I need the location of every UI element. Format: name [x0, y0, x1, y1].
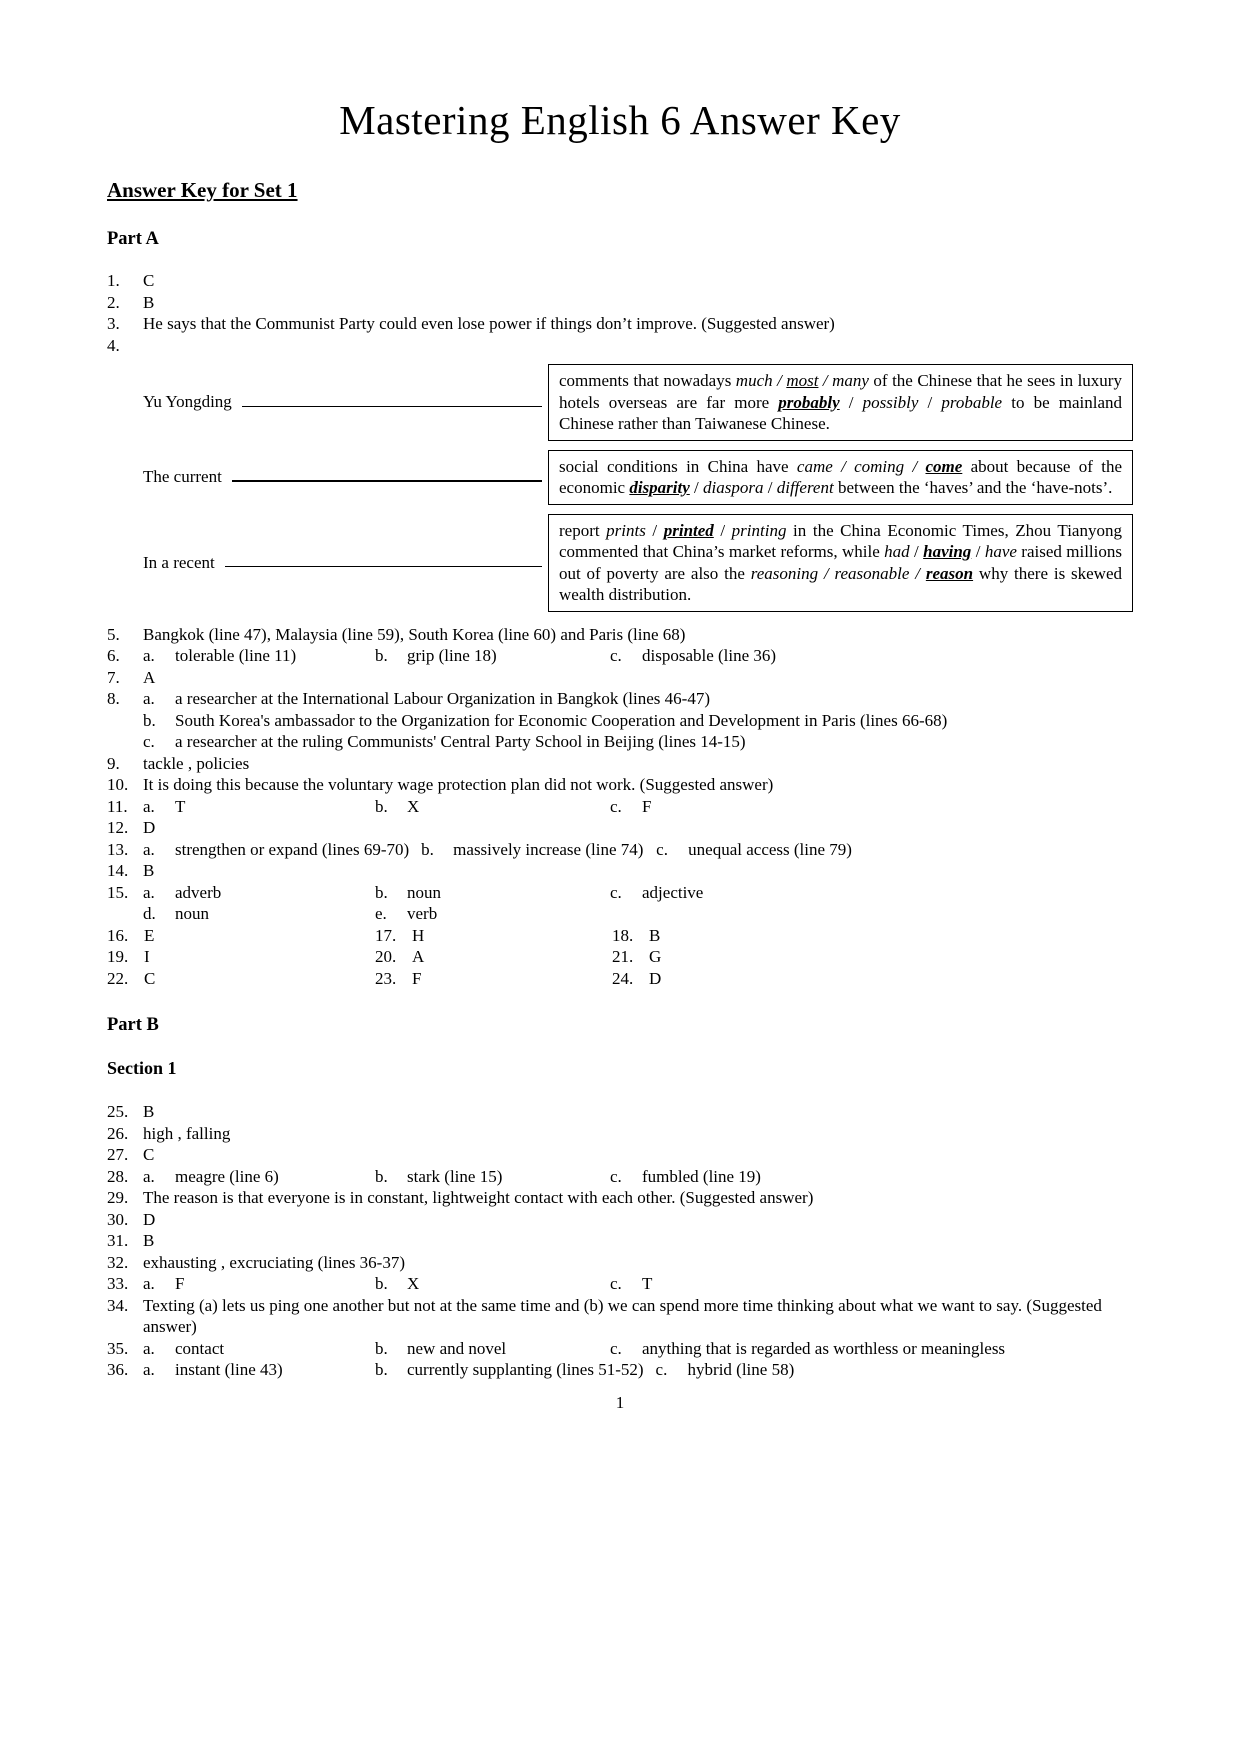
match-label: The current — [143, 467, 222, 486]
answer-cell — [612, 925, 1133, 947]
cell-text: disposable (line 36) — [642, 646, 777, 665]
answer-row — [107, 1144, 1133, 1166]
answer-cell — [143, 796, 375, 818]
match-connector-line — [242, 406, 542, 408]
answer-cell — [143, 710, 1133, 732]
answer-row — [107, 270, 1133, 292]
match-answer-box — [548, 450, 1133, 505]
cell-text: high , falling — [143, 1123, 231, 1143]
answer-row — [107, 774, 1133, 796]
answer-cell — [421, 839, 656, 861]
cell-key: c. — [610, 1274, 622, 1293]
answer-cell — [143, 1359, 375, 1381]
answer-cell — [143, 1230, 1133, 1252]
answer-cell — [656, 1359, 1133, 1381]
row-number: 13. — [107, 839, 129, 859]
answer-cell — [610, 645, 1133, 667]
answer-cell — [107, 946, 375, 968]
cell-text: a researcher at the International Labour Organization in Bangkok (lines 46-47) — [175, 689, 710, 708]
answer-cell — [375, 1273, 610, 1295]
row-number: 31. — [107, 1231, 129, 1250]
match-answer-box — [548, 364, 1133, 441]
section-1-heading: Section 1 — [107, 1058, 177, 1078]
answer-cell — [375, 946, 612, 968]
text-segment: prints — [606, 520, 646, 540]
cell-text: fumbled (line 19) — [642, 1166, 761, 1186]
answer-row — [107, 1123, 1133, 1145]
cell-text: It is doing this because the voluntary wage protection plan did not work. (Suggested answer) — [143, 775, 774, 794]
answer-row — [107, 731, 1133, 753]
cell-text: D — [143, 1209, 156, 1229]
cell-text: adverb — [175, 882, 222, 902]
text-segment: of the Chinese that he sees in luxury hotels overseas are far more — [559, 371, 1122, 412]
cell-key: b. — [421, 839, 434, 859]
cell-key: c. — [656, 839, 668, 859]
answer-row — [107, 292, 1133, 314]
text-segment: why there is skewed wealth distribution. — [559, 563, 1123, 604]
row-number: 4. — [107, 335, 120, 355]
answer-row — [107, 1338, 1133, 1360]
answer-row — [107, 1273, 1133, 1295]
document-title: Mastering English 6 Answer Key — [339, 97, 901, 143]
cell-key: e. — [375, 904, 387, 923]
text-segment: come — [925, 456, 963, 476]
row-number: 12. — [107, 818, 129, 837]
cell-text: South Korea's ambassador to the Organization for Economic Cooperation and Development in Paris (lines 66-68) — [175, 710, 948, 730]
text-segment: / — [713, 520, 732, 540]
row-number: 9. — [107, 753, 120, 773]
answer-row — [107, 903, 1133, 925]
cell-text: stark (line 15) — [407, 1166, 503, 1186]
answer-cell — [143, 753, 1133, 775]
part-a-answers-top — [107, 270, 1133, 356]
answer-cell — [143, 1273, 375, 1295]
text-segment: disparity — [629, 478, 690, 497]
text-segment: to be mainland Chinese rather than Taiwanese Chinese. — [559, 392, 1122, 433]
cell-key: a. — [143, 1274, 155, 1293]
cell-text: H — [412, 925, 425, 945]
cell-key: b. — [375, 796, 388, 816]
cell-text: unequal access (line 79) — [688, 839, 852, 859]
answer-row — [107, 817, 1133, 839]
cell-key: 23. — [375, 968, 397, 988]
cell-key: b. — [375, 1338, 388, 1358]
cell-key: a. — [143, 839, 155, 859]
answer-cell — [143, 313, 1133, 335]
match-row — [107, 450, 1133, 505]
cell-text: noun — [175, 904, 209, 923]
cell-text: B — [143, 1231, 155, 1250]
cell-key: 19. — [107, 947, 129, 966]
part-a-answers-bottom — [107, 624, 1133, 990]
cell-text: G — [649, 947, 662, 966]
cell-text: C — [143, 1145, 155, 1164]
text-segment: report — [559, 520, 607, 540]
cell-text: B — [143, 1102, 155, 1121]
answer-cell — [612, 968, 1133, 990]
answer-cell — [610, 796, 1133, 818]
cell-text: D — [143, 818, 156, 837]
cell-text: F — [175, 1274, 185, 1293]
matching-exercise — [107, 364, 1133, 612]
cell-key: a. — [143, 646, 155, 665]
cell-text: verb — [407, 904, 438, 923]
cell-text: hybrid (line 58) — [687, 1360, 795, 1379]
answer-cell — [143, 624, 1133, 646]
answer-cell — [143, 645, 375, 667]
answer-row — [107, 710, 1133, 732]
cell-text: I — [144, 947, 150, 966]
answer-cell — [375, 882, 610, 904]
match-label: Yu Yongding — [143, 392, 232, 412]
cell-text: tolerable (line 11) — [175, 646, 297, 665]
text-segment: / — [645, 520, 664, 540]
cell-text: exhausting , excruciating (lines 36-37) — [143, 1252, 406, 1272]
cell-key: 21. — [612, 947, 634, 966]
cell-text: B — [143, 861, 155, 880]
answer-row — [107, 968, 1133, 990]
row-number: 34. — [107, 1295, 129, 1315]
cell-text: D — [649, 968, 662, 988]
cell-text: T — [642, 1274, 653, 1293]
row-number: 36. — [107, 1360, 129, 1379]
text-segment: / — [818, 371, 833, 390]
cell-key: d. — [143, 904, 156, 923]
cell-text: F — [642, 796, 652, 816]
answer-row — [107, 667, 1133, 689]
cell-text: Texting (a) lets us ping one another but not at the same time and (b) we can spend more time thinking about what we want to say. (Suggested answer) — [143, 1295, 1102, 1336]
cell-text: anything that is regarded as worthless or meaningless — [642, 1338, 1006, 1358]
answer-cell — [143, 903, 375, 925]
row-number: 2. — [107, 292, 120, 312]
match-connector-line — [232, 480, 542, 482]
row-number: 10. — [107, 775, 129, 794]
answer-row — [107, 624, 1133, 646]
cell-key: a. — [143, 1360, 155, 1379]
row-number: 27. — [107, 1145, 129, 1164]
cell-key: a. — [143, 1166, 155, 1186]
cell-key: a. — [143, 796, 155, 816]
answer-cell — [375, 903, 610, 925]
answer-cell — [143, 774, 1133, 796]
cell-text: meagre (line 6) — [175, 1166, 279, 1186]
cell-text: currently supplanting (lines 51-52) — [407, 1360, 644, 1379]
cell-key: a. — [143, 689, 155, 708]
answer-row — [107, 313, 1133, 335]
cell-text: B — [649, 925, 661, 945]
match-row — [107, 514, 1133, 612]
answer-row — [107, 882, 1133, 904]
answer-cell — [107, 925, 375, 947]
answer-cell — [143, 839, 421, 861]
answer-row — [107, 1230, 1133, 1252]
cell-key: b. — [143, 710, 156, 730]
text-segment: reasoning / reasonable / — [750, 563, 926, 583]
row-number: 28. — [107, 1166, 129, 1186]
cell-text: a researcher at the ruling Communists' Central Party School in Beijing (lines 14-15) — [175, 732, 746, 751]
answer-row — [107, 1359, 1133, 1381]
text-segment: / — [689, 478, 704, 497]
cell-text: grip (line 18) — [407, 646, 497, 665]
text-segment: in the China Economic Times, Zhou Tianyong commented that China’s market reforms, while — [559, 520, 1122, 561]
cell-key: a. — [143, 1338, 155, 1358]
cell-text: C — [143, 271, 155, 290]
match-row — [107, 364, 1133, 441]
text-segment: came / coming / — [796, 456, 926, 476]
text-segment: / — [763, 478, 777, 497]
answer-cell — [143, 1338, 375, 1360]
answer-cell — [610, 1166, 1133, 1188]
row-number: 7. — [107, 667, 120, 687]
answer-row — [107, 688, 1133, 710]
cell-text: tackle , policies — [143, 753, 250, 773]
text-segment: comments that nowadays — [559, 371, 736, 390]
answer-cell — [375, 1359, 656, 1381]
row-number: 1. — [107, 271, 120, 290]
cell-key: c. — [610, 796, 622, 816]
text-segment: have — [984, 542, 1017, 561]
cell-text: A — [412, 947, 425, 966]
answer-cell — [610, 882, 1133, 904]
text-segment: social conditions in China have — [559, 456, 797, 476]
answer-cell — [143, 1144, 1133, 1166]
cell-text: massively increase (line 74) — [453, 839, 644, 859]
cell-key: 24. — [612, 968, 634, 988]
match-label: In a recent — [143, 552, 215, 572]
cell-key: c. — [143, 732, 155, 751]
answer-cell — [143, 1101, 1133, 1123]
answer-cell — [143, 1166, 375, 1188]
cell-key: b. — [375, 882, 388, 902]
answer-cell — [143, 270, 1133, 292]
cell-text: noun — [407, 882, 441, 902]
cell-text: X — [407, 1274, 420, 1293]
answer-row — [107, 753, 1133, 775]
cell-key: c. — [610, 1338, 622, 1358]
answer-row — [107, 839, 1133, 861]
cell-key: c. — [610, 882, 622, 902]
answer-row — [107, 1187, 1133, 1209]
answer-cell — [375, 1166, 610, 1188]
text-segment: many — [832, 371, 869, 390]
text-segment: possibly — [862, 392, 919, 412]
row-number: 25. — [107, 1102, 129, 1121]
row-number: 5. — [107, 624, 120, 644]
text-segment: raised millions out of poverty are also the — [559, 542, 1122, 583]
set-heading: Answer Key for Set 1 — [107, 178, 298, 202]
text-segment: / — [909, 542, 924, 561]
answer-cell — [143, 731, 1133, 753]
text-segment: diaspora — [703, 478, 764, 497]
cell-key: 22. — [107, 968, 129, 988]
cell-key: a. — [143, 882, 155, 902]
answer-cell — [143, 688, 1133, 710]
cell-text: B — [143, 292, 155, 312]
text-segment: probable — [941, 392, 1003, 412]
answer-cell — [143, 667, 1133, 689]
cell-text: F — [412, 968, 422, 988]
cell-text: contact — [175, 1338, 225, 1358]
answer-row — [107, 1101, 1133, 1123]
text-segment: printing — [731, 520, 787, 540]
cell-text: E — [144, 925, 155, 945]
cell-text: A — [143, 667, 156, 687]
answer-row — [107, 1295, 1133, 1338]
row-number: 8. — [107, 689, 120, 708]
row-number: 15. — [107, 882, 129, 902]
cell-text: new and novel — [407, 1338, 507, 1358]
answer-cell — [143, 292, 1133, 314]
cell-text: The reason is that everyone is in constant, lightweight contact with each other. (Suggested answer) — [143, 1188, 814, 1207]
answer-cell — [143, 1187, 1133, 1209]
row-number: 26. — [107, 1123, 129, 1143]
answer-cell — [143, 1252, 1133, 1274]
answer-cell — [375, 645, 610, 667]
answer-row — [107, 796, 1133, 818]
answer-row — [107, 1209, 1133, 1231]
text-segment: having — [923, 542, 972, 561]
answer-cell — [143, 817, 1133, 839]
cell-key: 18. — [612, 925, 634, 945]
match-answer-box — [548, 514, 1133, 612]
answer-row — [107, 335, 1133, 357]
cell-key: 20. — [375, 947, 397, 966]
cell-key: c. — [655, 1360, 668, 1379]
cell-key: b. — [375, 646, 388, 665]
cell-text: C — [144, 968, 156, 988]
answer-row — [107, 946, 1133, 968]
text-segment: different — [776, 478, 834, 497]
answer-cell — [143, 882, 375, 904]
text-segment: most — [786, 371, 819, 390]
text-segment: had — [884, 542, 910, 561]
text-segment: / — [839, 392, 863, 412]
answer-cell — [612, 946, 1133, 968]
cell-key: 16. — [107, 925, 129, 945]
cell-text: instant (line 43) — [175, 1360, 283, 1379]
answer-cell — [143, 1123, 1133, 1145]
text-segment: between the ‘haves’ and the ‘have-nots’. — [833, 478, 1113, 497]
cell-key: b. — [375, 1360, 388, 1379]
row-number: 30. — [107, 1209, 129, 1229]
cell-text: He says that the Communist Party could even lose power if things don’t improve. (Suggested answer) — [143, 314, 835, 333]
row-number: 35. — [107, 1338, 129, 1358]
answer-cell — [375, 1338, 610, 1360]
match-connector-line — [225, 566, 542, 568]
cell-key: c. — [610, 1166, 622, 1186]
answer-row — [107, 860, 1133, 882]
answer-row — [107, 1166, 1133, 1188]
cell-text: T — [175, 796, 186, 816]
text-segment: printed — [663, 520, 714, 540]
text-segment: about because of the economic — [559, 456, 1123, 497]
row-number: 3. — [107, 314, 120, 333]
cell-key: b. — [375, 1166, 388, 1186]
cell-text: adjective — [642, 882, 704, 902]
cell-key: c. — [610, 646, 622, 665]
answer-row — [107, 1252, 1133, 1274]
page-number: 1 — [615, 1392, 625, 1412]
row-number: 11. — [107, 796, 128, 816]
text-segment: / — [772, 371, 787, 390]
answer-cell — [143, 1209, 1133, 1231]
row-number: 29. — [107, 1188, 129, 1207]
row-number: 32. — [107, 1252, 129, 1272]
cell-key: 17. — [375, 925, 397, 945]
answer-cell — [610, 1338, 1133, 1360]
answer-cell — [375, 796, 610, 818]
answer-cell — [143, 860, 1133, 882]
answer-cell — [375, 925, 612, 947]
row-number: 6. — [107, 646, 120, 665]
text-segment: probably — [778, 392, 840, 412]
answer-cell — [610, 1273, 1133, 1295]
answer-cell — [143, 1295, 1133, 1338]
part-b-heading: Part B — [107, 1015, 159, 1035]
answer-row — [107, 925, 1133, 947]
text-segment: much — [735, 371, 773, 390]
row-number: 33. — [107, 1274, 129, 1293]
cell-text: strengthen or expand (lines 69-70) — [175, 839, 410, 859]
part-a-heading: Part A — [107, 229, 159, 249]
answer-cell — [375, 968, 612, 990]
answer-row — [107, 645, 1133, 667]
cell-key: b. — [375, 1274, 388, 1293]
row-number: 14. — [107, 861, 129, 880]
part-b-answers — [107, 1101, 1133, 1381]
text-segment: / — [918, 392, 942, 412]
text-segment: reason — [925, 563, 974, 583]
answer-cell — [656, 839, 1133, 861]
answer-cell — [107, 968, 375, 990]
cell-text: Bangkok (line 47), Malaysia (line 59), South Korea (line 60) and Paris (line 68) — [143, 624, 686, 644]
cell-text: X — [407, 796, 420, 816]
text-segment: / — [971, 542, 985, 561]
